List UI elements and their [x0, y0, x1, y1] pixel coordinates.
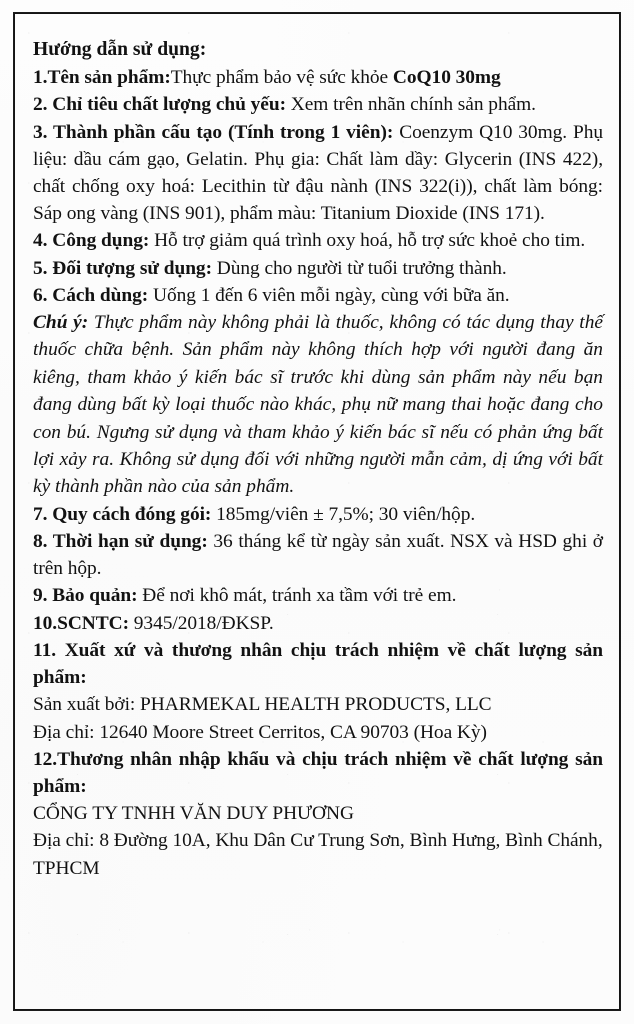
section-9-number: 9. [33, 585, 53, 607]
section-2-number: 2. [33, 94, 53, 116]
product-name-strong: CoQ10 30mg [392, 67, 501, 89]
section-4-label: Công dụng: [52, 230, 150, 252]
manufacturer-line [33, 691, 603, 718]
caution-paragraph [33, 309, 603, 501]
section-1-number: 1. [33, 67, 48, 89]
section-7-number: 7. [33, 503, 53, 525]
section-4-value: Hỗ trợ giảm quá trình oxy hoá, hỗ trợ sức khoẻ cho tim. [149, 230, 586, 252]
section-importer-heading [33, 746, 603, 800]
section-6-label: Cách dùng: [52, 284, 149, 306]
section-10-value: 9345/2018/ĐKSP. [128, 612, 274, 634]
importer-address-label: Địa chỉ: [33, 830, 100, 852]
importer-company-name: CỔNG TY TNHH VĂN DUY PHƯƠNG [33, 803, 354, 825]
section-7-label: Quy cách đóng gói: [52, 503, 212, 525]
section-3-number: 3. [33, 121, 54, 143]
section-8-number: 8. [33, 531, 53, 553]
section-product-name [33, 64, 603, 91]
section-2-label: Chỉ tiêu chất lượng chủ yếu: [52, 94, 286, 116]
importer-address-value: 8 Đường 10A, Khu Dân Cư Trung Sơn, Bình Hưng, Bình Chánh, TPHCM [33, 830, 603, 879]
section-11-heading: Xuất xứ và thương nhân chịu trách nhiệm về chất lượng sản phẩm: [33, 639, 603, 689]
section-9-value: Để nơi khô mát, tránh xa tầm với trẻ em. [137, 585, 457, 607]
section-5-number: 5. [33, 257, 53, 279]
manufacturer-address-value: 12640 Moore Street Cerritos, CA 90703 (Hoa Kỳ) [99, 721, 487, 743]
section-9-label: Bảo quản: [52, 585, 138, 607]
section-8-value: 36 tháng kể từ ngày sản xuất. NSX và HSD ghi ở trên hộp. [33, 531, 603, 580]
section-target-users [33, 255, 603, 282]
section-10-number: 10. [33, 612, 58, 634]
section-uses [33, 227, 603, 254]
page-title: Hướng dẫn sử dụng: [33, 39, 207, 60]
manufacturer-address-line [33, 719, 603, 746]
caution-label: Chú ý: [33, 312, 89, 334]
section-5-value: Dùng cho người từ tuổi trưởng thành. [211, 257, 507, 279]
manufacturer-address-label: Địa chỉ: [33, 721, 100, 743]
instructions-content [33, 36, 603, 882]
section-5-label: Đối tượng sử dụng: [52, 257, 212, 279]
manufacturer-label: Sản xuất bởi: [33, 694, 141, 716]
section-2-value: Xem trên nhãn chính sản phẩm. [286, 94, 536, 116]
manufacturer-name: PHARMEKAL HEALTH PRODUCTS, LLC [140, 694, 492, 716]
section-origin-heading [33, 637, 603, 691]
section-3-label: Thành phần cấu tạo (Tính trong 1 viên): [53, 121, 394, 143]
section-packaging [33, 501, 603, 528]
section-6-number: 6. [33, 284, 53, 306]
section-directions [33, 282, 603, 309]
section-12-heading: Thương nhân nhập khẩu và chịu trách nhiệm về chất lượng sản phẩm: [33, 748, 603, 797]
caution-text: Thực phẩm này không phải là thuốc, không có tác dụng thay thế thuốc chữa bệnh. Sản phẩm này không thích hợp với người đang ăn kiêng, tham khảo ý kiến bác sĩ trước khi dùng sản phẩm này nếu bạn đang dùng bất kỳ loại thuốc nào khác, phụ nữ mang thai hoặc đang cho con bú. Ngưng sử dụng và tham khảo ý kiến bác sĩ nếu có phản ứng bất lợi xảy ra. Không sử dụng đối với những người mẫn cảm, dị ứng với bất kỳ thành phần nào của sản phẩm. [33, 312, 603, 498]
importer-address-line [33, 827, 603, 881]
section-storage [33, 582, 603, 609]
section-shelf-life [33, 528, 603, 582]
section-6-value: Uống 1 đến 6 viên mỗi ngày, cùng với bữa ăn. [148, 284, 510, 306]
section-3-value: Coenzym Q10 30mg. Phụ liệu: dầu cám gạo, Gelatin. Phụ gia: Chất làm dầy: Glycerin (INS 422), chất chống oxy hoá: Lecithin từ đậu nành (INS 322(i)), chất làm bóng: Sáp ong vàng (INS 901), phẩm màu: Titanium Dioxide (INS 171). [33, 121, 604, 225]
section-7-value: 185mg/viên ± 7,5%; 30 viên/hộp. [211, 503, 476, 525]
section-ingredients [33, 119, 603, 228]
section-quality-criteria [33, 91, 603, 118]
section-1-value: Thực phẩm bảo vệ sức khỏe [170, 67, 393, 89]
section-11-number: 11. [33, 639, 65, 661]
section-8-label: Thời hạn sử dụng: [52, 531, 208, 553]
section-10-label: SCNTC: [57, 612, 129, 634]
section-1-label: Tên sản phẩm: [47, 67, 171, 89]
section-registration-number [33, 610, 603, 637]
section-4-number: 4. [33, 230, 53, 252]
section-12-number: 12. [33, 748, 58, 770]
